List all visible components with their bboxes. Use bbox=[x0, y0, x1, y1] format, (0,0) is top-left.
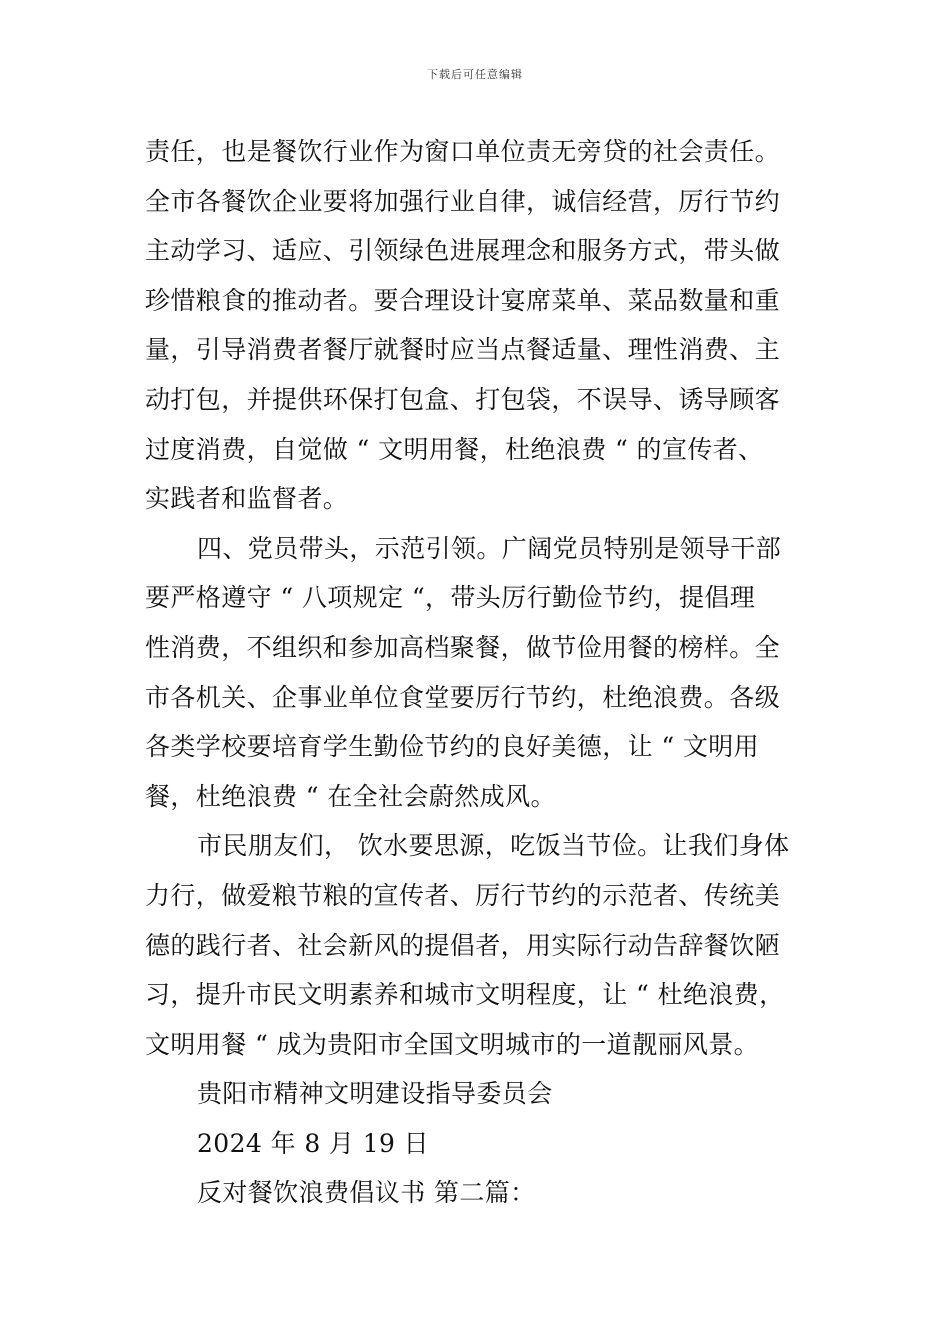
body-line: 文明用餐 “ 成为贵阳市全国文明城市的一道靓丽风景。 bbox=[145, 1029, 760, 1059]
section-heading: 反对餐饮浪费倡议书 第二篇： bbox=[197, 1178, 536, 1208]
body-line: 量，引导消费者餐厅就餐时应当点餐适量、理性消费、主 bbox=[145, 335, 781, 365]
paragraph-start-line: 市民朋友们， 饮水要思源，吃饭当节俭。让我们身体 bbox=[197, 831, 790, 861]
body-line: 餐，杜绝浪费 “ 在全社会蔚然成风。 bbox=[145, 781, 556, 811]
body-line: 德的践行者、社会新风的提倡者，用实际行动告辞餐饮陋 bbox=[145, 930, 781, 960]
body-line: 全市各餐饮企业要将加强行业自律，诚信经营，厉行节约 bbox=[145, 186, 781, 216]
body-line: 力行，做爱粮节粮的宣传者、厉行节约的示范者、传统美 bbox=[145, 880, 781, 910]
body-line: 市各机关、企事业单位食堂要厉行节约，杜绝浪费。各级 bbox=[145, 682, 781, 712]
body-line: 实践者和监督者。 bbox=[145, 484, 349, 514]
signature-date: 2024 年 8 月 19 日 bbox=[197, 1128, 430, 1158]
body-line: 主动学习、适应、引领绿色进展理念和服务方式，带头做 bbox=[145, 236, 781, 266]
body-line: 动打包，并提供环保打包盒、打包袋，不误导、诱导顾客 bbox=[145, 384, 781, 414]
page-header-note: 下载后可任意编辑 bbox=[427, 68, 523, 81]
body-line: 过度消费，自觉做 “ 文明用餐，杜绝浪费 “ 的宣传者、 bbox=[145, 434, 764, 464]
paragraph-start-line: 四、党员带头，示范引领。广阔党员特别是领导干部 bbox=[197, 533, 782, 563]
body-line: 要严格遵守 “ 八项规定 “，带头厉行勤俭节约，提倡理 bbox=[145, 583, 756, 613]
body-line: 各类学校要培育学生勤俭节约的良好美德，让 “ 文明用 bbox=[145, 732, 760, 762]
body-line: 习，提升市民文明素养和城市文明程度，让 “ 杜绝浪费， bbox=[145, 980, 785, 1010]
body-line: 性消费，不组织和参加高档聚餐，做节俭用餐的榜样。全 bbox=[145, 632, 781, 662]
body-line: 责任，也是餐饮行业作为窗口单位责无旁贷的社会责任。 bbox=[145, 137, 781, 166]
document-body bbox=[145, 127, 825, 1218]
body-line: 珍惜粮食的推动者。要合理设计宴席菜单、菜品数量和重 bbox=[145, 285, 781, 315]
signature-organization: 贵阳市精神文明建设指导委员会 bbox=[197, 1079, 553, 1109]
